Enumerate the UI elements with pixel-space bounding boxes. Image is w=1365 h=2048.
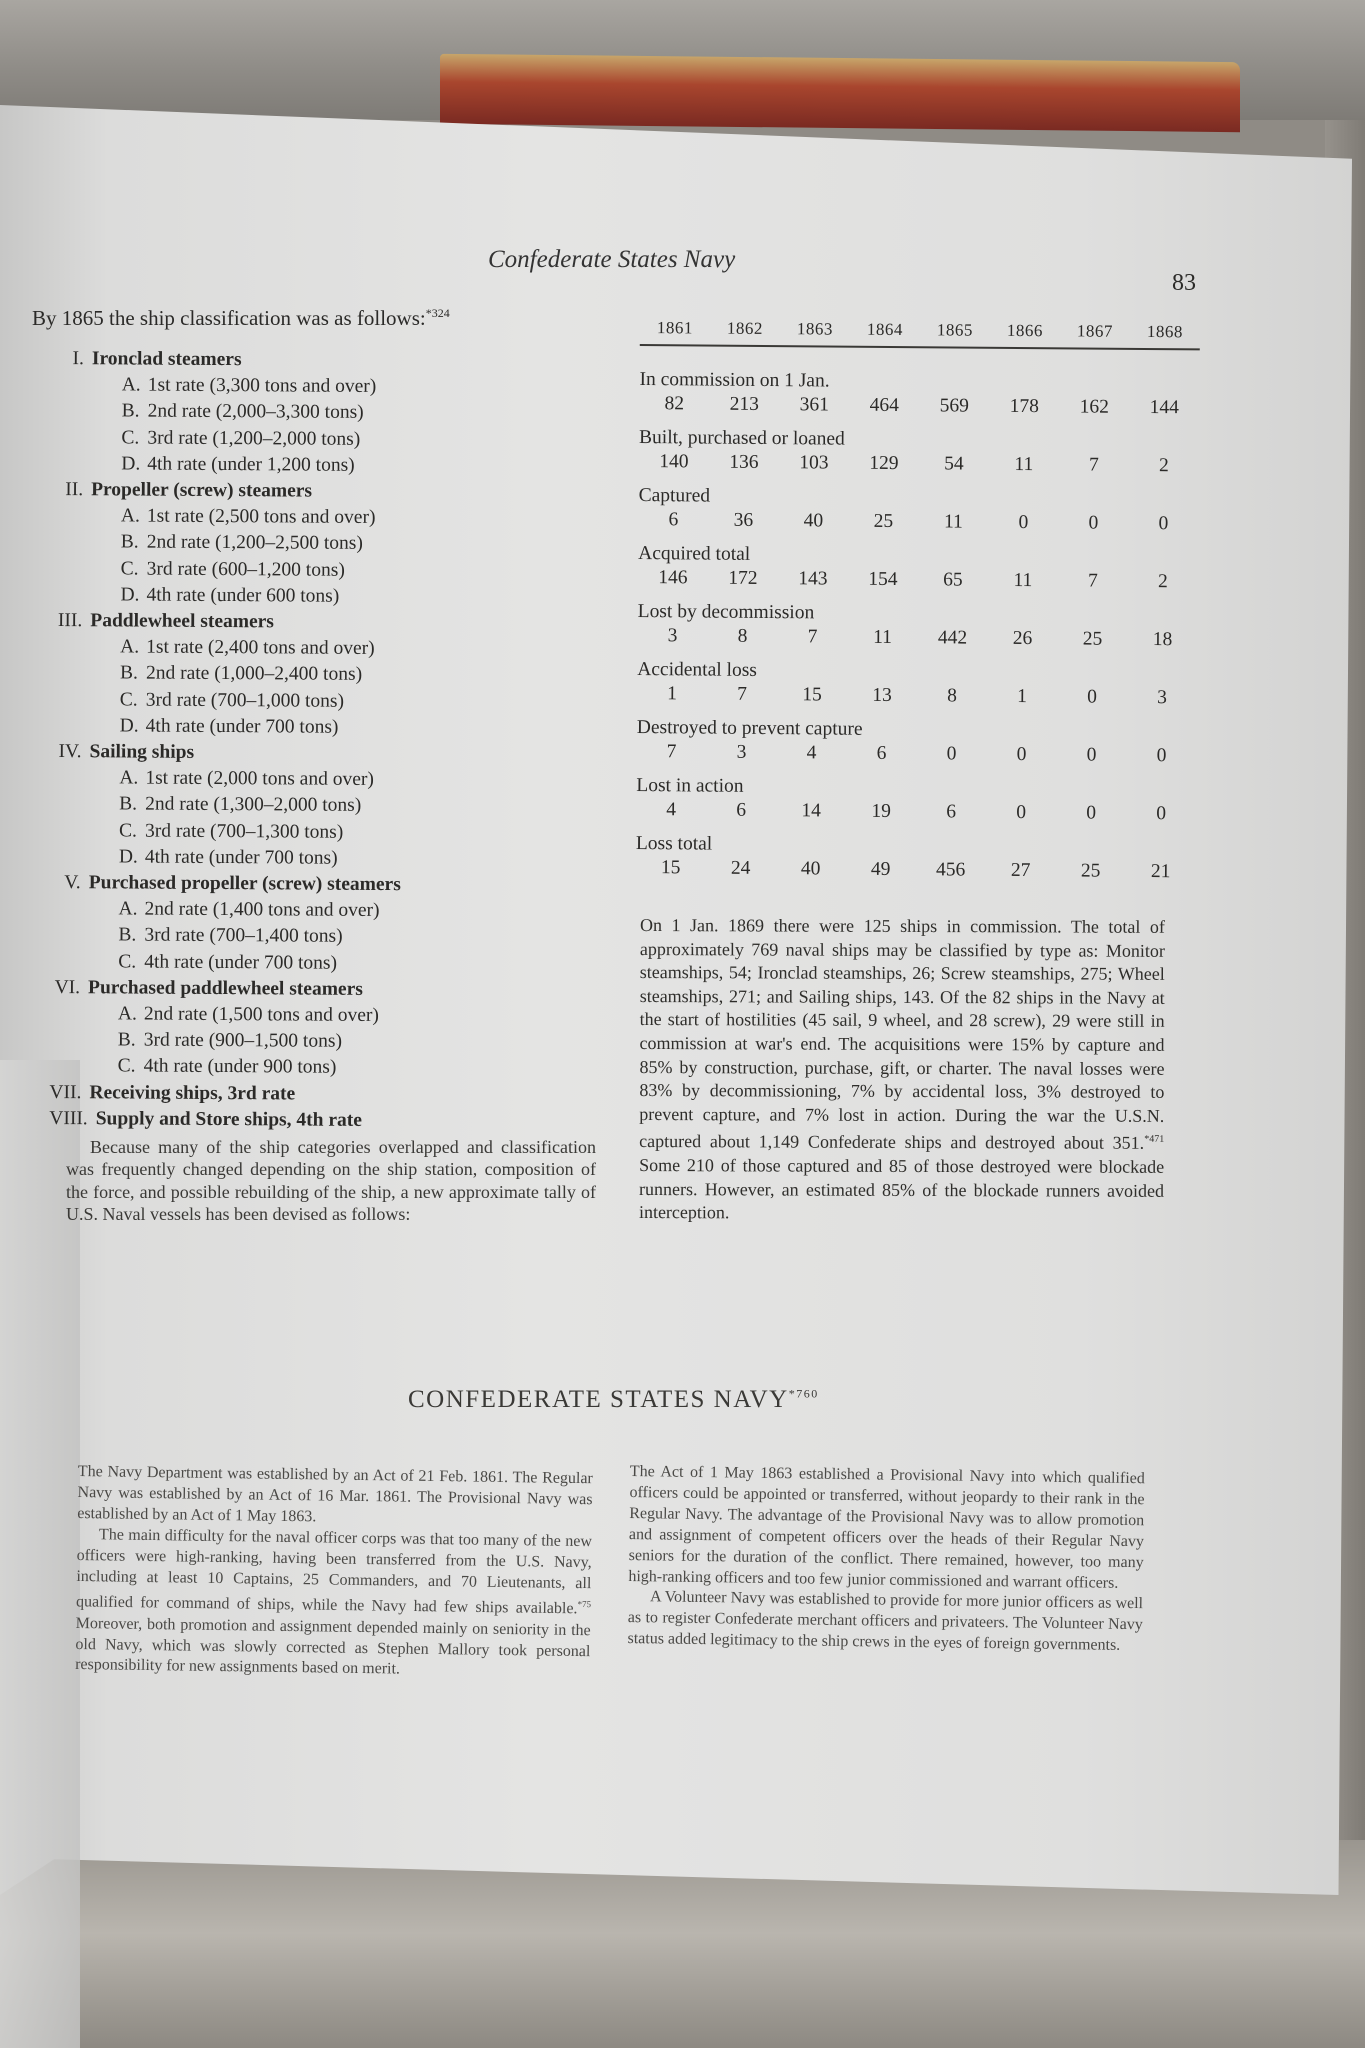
book-cover-edge: [440, 54, 1240, 132]
table-cell: 6: [876, 742, 887, 764]
classification-item: [83, 530, 613, 559]
classification-group: [50, 870, 611, 978]
year-header: 1861: [656, 318, 693, 338]
row-label: Acquired total: [638, 542, 751, 565]
classification-group: [52, 477, 613, 611]
year-header: 1868: [1146, 321, 1183, 342]
item-letter: B.: [118, 924, 137, 946]
year-header: 1862: [726, 318, 763, 338]
table-cell: 0: [946, 743, 957, 765]
classification-item: [80, 1027, 610, 1056]
item-text: 2nd rate (1,400 tons and over): [144, 898, 380, 922]
table-cell: 569: [939, 395, 970, 417]
classification-group: [50, 975, 611, 1083]
table-cell: 0: [1016, 801, 1027, 824]
running-head: Confederate States Navy: [488, 246, 736, 273]
table-cell: 21: [1150, 861, 1171, 883]
item-letter: A.: [120, 636, 140, 658]
classification-item: [84, 399, 614, 428]
row-values: [636, 856, 1196, 884]
table-cell: 11: [1014, 453, 1034, 476]
table-cell: 13: [872, 684, 892, 706]
classification-item: [83, 556, 613, 585]
row-label: Loss total: [635, 832, 713, 855]
section-title: CONFEDERATE STATES NAVY: [408, 1386, 789, 1413]
classification-heading: [50, 975, 610, 1005]
item-letter: D.: [121, 453, 141, 475]
classification-title: Receiving ships, 3rd rate: [89, 1081, 296, 1105]
table-row: [638, 542, 1198, 594]
table-cell: 4: [666, 799, 677, 821]
item-letter: A.: [117, 1003, 137, 1025]
bottom-left-column: [75, 1462, 593, 1684]
classification-title: Ironclad steamers: [91, 348, 242, 371]
table-cell: 8: [947, 685, 957, 707]
classification-item: [82, 582, 612, 611]
classification-intro: [32, 306, 450, 331]
row-values: [636, 740, 1196, 768]
item-text: 1st rate (2,000 tons and over): [145, 767, 374, 791]
item-text: 2nd rate (1,200–2,500 tons): [146, 531, 363, 555]
table-cell: 154: [868, 568, 898, 591]
classification-title: Propeller (screw) steamers: [91, 479, 313, 502]
classification-item: [82, 687, 612, 716]
classification-item: [81, 765, 611, 794]
summary-text-continued: Some 210 of those captured and 85 of those destroyed were blockade runners. However, an estimated 85% of the blockade runners avoided interception.: [638, 1154, 1165, 1223]
item-letter: C.: [118, 951, 137, 973]
table-cell: 0: [1156, 745, 1167, 767]
table-cell: 54: [944, 453, 964, 475]
roman-numeral: VIII.: [49, 1107, 88, 1130]
table-cell: 361: [799, 394, 830, 416]
row-values: [636, 798, 1196, 826]
table-cell: 0: [1016, 743, 1027, 766]
paragraph: A Volunteer Navy was established to provide for more junior officers as well as to register Confederate merchant officers and privateers. The Volunteer Navy status added legitimacy to the ship crews in the eyes of foreign governments.: [627, 1588, 1144, 1655]
row-values: [638, 566, 1198, 594]
ship-classification-list: [49, 346, 614, 1135]
table-cell: 49: [870, 858, 891, 880]
item-text: 1st rate (2,500 tons and over): [146, 505, 376, 529]
table-cell: 0: [1088, 512, 1099, 534]
summary-text: On 1 Jan. 1869 there were 125 ships in commission. The total of approximately 769 naval ships may be classified by type as: Monitor steamships, 54; Ironclad steamships, 26; Screw steamships, 275; Wheel steamships, 271; and Sailing ships, 143. Of the 82 ships in the Navy at the start of hostilities (45 sail, 9 wheel, and 28 screw), 29 were still in commission at war's end. The acquisitions were 15% by capture and 85% by construction, purchase, gift, or charter. The naval losses were 83% by decommissioning, 7% by accidental loss, 3% destroyed to prevent capture, and 7% lost in action. During the war the U.S.N. captured about 1,149 Confederate ships and destroyed about 351.: [639, 915, 1165, 1154]
row-label: Built, purchased or loaned: [638, 426, 845, 450]
row-label: Destroyed to prevent capture: [636, 716, 863, 740]
row-values: [637, 624, 1197, 652]
classification-heading: [53, 477, 613, 507]
naval-vessel-tally-table: [636, 318, 1200, 894]
classification-item: [81, 844, 611, 873]
table-cell: 144: [1149, 397, 1180, 419]
table-cell: 6: [668, 509, 679, 531]
page-number: 83: [1172, 270, 1196, 296]
item-letter: D.: [118, 846, 138, 868]
paragraph-text-continued: Moreover, both promotion and assignment depended mainly on seniority in the old Navy, which was slowly corrected as Stephen Mallory took personal responsibility for new assignments based on merit.: [75, 1614, 591, 1678]
classification-item: [80, 923, 610, 952]
table-cell: 82: [664, 393, 685, 415]
classification-title: Purchased paddlewheel steamers: [88, 977, 363, 1000]
paragraph: The Navy Department was established by an Act of 21 Feb. 1861. The Regular Navy was established by an Act of 16 Mar. 1861. The Provisional Navy was established by an Act of 1 May 1863.: [77, 1462, 593, 1526]
bottom-right-column: [627, 1462, 1145, 1657]
table-cell: 7: [737, 683, 748, 705]
item-text: 3rd rate (1,200–2,000 tons): [147, 427, 361, 450]
item-letter: A.: [119, 767, 139, 789]
year-header: 1863: [796, 319, 833, 339]
footnote-ref: *471: [1144, 1134, 1165, 1146]
tally-intro-paragraph: Because many of the ship categories overlapped and classification was frequently changed depending on the ship station, composition of the force, and possible rebuilding of the ship, a new approximate tally of U.S. Naval vessels has been devised as follows:: [66, 1137, 596, 1224]
item-letter: A.: [120, 505, 140, 527]
classification-item: [83, 451, 613, 480]
classification-item: [82, 661, 612, 690]
table-cell: 3: [1157, 687, 1167, 709]
row-label: Accidental loss: [637, 658, 758, 681]
item-text: 4th rate (under 700 tons): [144, 951, 338, 974]
table-cell: 7: [807, 626, 818, 648]
item-text: 1st rate (2,400 tons and over): [146, 636, 375, 660]
table-cell: 136: [729, 451, 759, 473]
classification-item: [80, 896, 610, 925]
table-cell: 129: [869, 452, 899, 475]
classification-item: [83, 425, 613, 454]
item-text: 3rd rate (700–1,300 tons): [144, 820, 344, 843]
table-cell: 3: [736, 741, 747, 763]
tally-rows: [636, 368, 1200, 884]
item-text: 2nd rate (1,000–2,400 tons): [145, 663, 363, 686]
row-label: In commission on 1 Jan.: [639, 368, 830, 392]
table-row: [637, 658, 1197, 710]
classification-group: [51, 739, 612, 873]
paragraph: [75, 1525, 592, 1684]
intro-text: By 1865 the ship classification was as follows:: [32, 306, 426, 330]
table-cell: 11: [943, 511, 963, 533]
item-text: 2nd rate (1,500 tons and over): [143, 1003, 380, 1027]
classification-item: [80, 949, 610, 978]
table-cell: 0: [1086, 802, 1097, 824]
table-cell: 442: [937, 627, 968, 649]
row-values: [637, 682, 1197, 710]
table-cell: 172: [728, 567, 758, 589]
table-cell: 40: [800, 858, 821, 880]
row-label: Lost in action: [636, 774, 744, 797]
table-row: [639, 368, 1199, 420]
table-row: [636, 774, 1196, 826]
table-cell: 178: [1009, 395, 1040, 418]
table-row: [636, 716, 1196, 768]
table-cell: 0: [1018, 511, 1029, 534]
classification-item: [83, 503, 613, 532]
table-cell: 11: [1013, 569, 1033, 592]
table-cell: 0: [1087, 686, 1097, 708]
classification-group: [49, 1080, 609, 1110]
item-text: 2nd rate (1,300–2,000 tons): [145, 794, 362, 817]
classification-item: [82, 634, 612, 663]
classification-heading: [49, 1080, 609, 1110]
item-letter: A.: [121, 374, 141, 396]
year-header: 1867: [1076, 321, 1113, 341]
item-letter: C.: [119, 689, 138, 711]
table-cell: 2: [1158, 455, 1169, 477]
table-cell: 8: [737, 625, 748, 647]
table-cell: 0: [1086, 744, 1097, 766]
row-label: Lost by decommission: [637, 600, 815, 624]
table-cell: 15: [802, 684, 822, 706]
table-cell: 18: [1152, 629, 1173, 651]
table-cell: 456: [935, 859, 966, 881]
table-cell: 0: [1156, 803, 1167, 825]
table-row: [636, 832, 1196, 884]
table-cell: 7: [666, 741, 677, 763]
table-row: [638, 484, 1198, 536]
table-cell: 26: [1012, 627, 1033, 650]
roman-numeral: II.: [65, 479, 84, 501]
table-cell: 65: [943, 569, 963, 591]
item-text: 4th rate (under 700 tons): [144, 846, 338, 869]
roman-numeral: VI.: [54, 976, 81, 999]
table-cell: 19: [871, 800, 891, 822]
year-header: 1864: [866, 319, 903, 340]
table-row: [637, 600, 1197, 652]
item-text: 4th rate (under 700 tons): [145, 715, 339, 738]
table-cell: 6: [736, 799, 747, 821]
table-cell: 162: [1079, 396, 1110, 418]
year-header: 1866: [1006, 320, 1043, 341]
table-cell: 213: [729, 393, 760, 415]
table-cell: 464: [869, 394, 900, 417]
roman-numeral: I.: [72, 348, 84, 370]
table-cell: 25: [1080, 860, 1101, 882]
classification-title: Supply and Store ships, 4th rate: [95, 1108, 363, 1131]
item-text: 3rd rate (600–1,200 tons): [146, 558, 345, 581]
table-cell: 25: [1082, 628, 1103, 650]
classification-heading: [49, 1106, 609, 1136]
row-values: [639, 450, 1199, 478]
table-cell: 2: [1157, 571, 1168, 593]
classification-heading: [54, 346, 614, 376]
summary-paragraph: [639, 914, 1165, 1227]
item-letter: C.: [120, 558, 139, 580]
table-cell: 11: [873, 626, 892, 648]
roman-numeral: VII.: [49, 1081, 82, 1103]
table-cell: 4: [806, 742, 817, 764]
paragraph-text: The main difficulty for the naval officer corps was that too many of the new officers were high-ranking, having been transferred from the U.S. Navy, including at least 10 Captains, 25 Commanders, and 70 Lieutenants, all qualified for command of ships, while the Navy had few ships available.: [75, 1526, 593, 1618]
table-cell: 3: [667, 625, 678, 647]
table-cell: 143: [798, 568, 828, 590]
classification-heading: [51, 739, 611, 769]
footnote-ref: *760: [788, 1386, 819, 1401]
footnote-ref: *324: [425, 306, 450, 320]
table-cell: 15: [660, 857, 681, 879]
table-cell: 27: [1010, 859, 1031, 882]
classification-item: [80, 1054, 610, 1083]
table-cell: 7: [1088, 454, 1099, 476]
roman-numeral: V.: [64, 872, 81, 894]
item-text: 1st rate (3,300 tons and over): [147, 374, 377, 398]
table-cell: 40: [803, 510, 824, 532]
classification-title: Sailing ships: [89, 741, 195, 763]
item-letter: C.: [118, 820, 137, 842]
roman-numeral: III.: [57, 610, 83, 632]
item-text: 3rd rate (700–1,000 tons): [145, 689, 345, 712]
item-letter: B.: [121, 400, 140, 422]
item-letter: B.: [120, 531, 139, 553]
item-text: 3rd rate (900–1,500 tons): [143, 1029, 343, 1053]
table-cell: 1: [1017, 685, 1027, 708]
item-letter: D.: [119, 715, 139, 737]
table-cell: 6: [946, 801, 957, 823]
roman-numeral: IV.: [58, 741, 82, 763]
row-values: [639, 392, 1199, 420]
item-letter: C.: [121, 427, 140, 449]
item-text: 4th rate (under 600 tons): [146, 584, 340, 607]
footnote-ref: *75: [577, 1599, 592, 1610]
table-cell: 1: [667, 683, 678, 705]
table-cell: 36: [733, 509, 754, 531]
classification-group: [49, 1106, 609, 1136]
table-cell: 14: [801, 800, 821, 822]
classification-item: [82, 713, 612, 742]
classification-group: [53, 346, 614, 480]
item-text: 2nd rate (2,000–3,300 tons): [147, 400, 364, 424]
classification-heading: [51, 870, 611, 900]
item-letter: C.: [117, 1055, 136, 1077]
item-text: 3rd rate (700–1,400 tons): [144, 925, 343, 948]
row-label: Captured: [638, 484, 711, 507]
table-cell: 146: [658, 567, 688, 589]
item-text: 4th rate (under 900 tons): [143, 1056, 337, 1079]
table-row: [639, 426, 1199, 478]
table-cell: 24: [730, 857, 751, 879]
table-cell: 0: [1158, 513, 1169, 535]
classification-title: Paddlewheel steamers: [90, 610, 274, 633]
classification-group: [52, 608, 613, 742]
table-cell: 103: [799, 452, 829, 474]
classification-item: [84, 372, 614, 401]
item-letter: B.: [119, 793, 138, 815]
classification-item: [81, 818, 611, 847]
row-values: [638, 508, 1198, 536]
year-header: 1865: [936, 320, 973, 340]
table-cell: 140: [659, 451, 689, 473]
item-letter: B.: [119, 662, 138, 684]
section-heading: [408, 1386, 819, 1414]
item-text: 4th rate (under 1,200 tons): [147, 453, 355, 476]
table-cell: 7: [1087, 570, 1098, 592]
classification-heading: [52, 608, 612, 638]
classification-item: [80, 1001, 610, 1030]
item-letter: D.: [120, 584, 140, 606]
item-letter: A.: [118, 898, 138, 920]
classification-title: Purchased propeller (screw) steamers: [88, 872, 401, 896]
table-cell: 25: [873, 510, 894, 532]
item-letter: B.: [117, 1029, 136, 1051]
classification-item: [81, 792, 611, 821]
year-header-row: [640, 318, 1200, 350]
paragraph: The Act of 1 May 1863 established a Provisional Navy into which qualified officers could be appointed or transferred, without jeopardy to their rank in the Regular Navy. The advantage of the Provisional Navy was to allow promotion and assignment of competent officers over the heads of their Regular Navy seniors for the duration of the conflict. There remained, however, too many high-ranking officers and too few junior commissioned and warrant officers.: [628, 1462, 1145, 1592]
